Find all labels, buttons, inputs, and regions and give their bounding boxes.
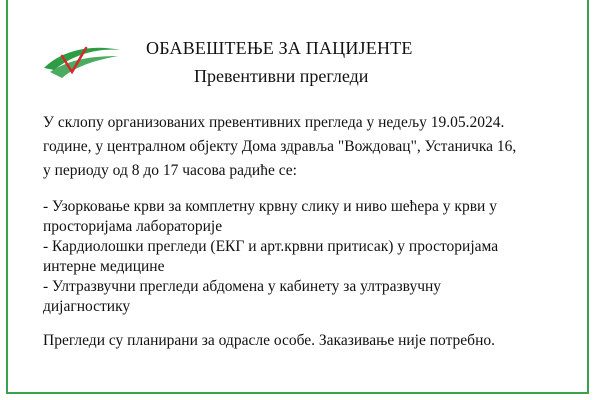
health-center-logo-icon [40,42,122,82]
list-item-1-line-2: просторијама лабораторије [43,218,223,235]
intro-line-1: У склопу организованих превентивних прегледа у недељу 19.05.2024. [43,114,505,131]
page-subtitle: Превентивни прегледи [194,66,369,86]
page-title: ОБАВЕШТЕЊЕ ЗА ПАЦИЈЕНТЕ [146,38,413,58]
list-item-3-line-2: дијагностику [43,298,131,315]
footer-note: Прегледи су планирани за одрасле особе. Заказивање није потребно. [43,332,495,349]
list-item-3-line-1: - Ултразвучни прегледи абдомена у кабинету за ултразвучну [43,278,442,295]
list-item-1-line-1: - Узорковање крви за комплетну крвну слику и ниво шећера у крви у [43,198,497,215]
list-item-2-line-1: - Кардиолошки прегледи (ЕКГ и арт.крвни притисак) у просторијама [43,238,499,255]
list-item-2-line-2: интерне медицине [43,258,165,275]
intro-line-2: године, у централном објекту Дома здравља "Вождовац", Устаничка 16, [43,138,517,155]
intro-line-3: у периоду од 8 до 17 часова радиће се: [43,162,297,179]
